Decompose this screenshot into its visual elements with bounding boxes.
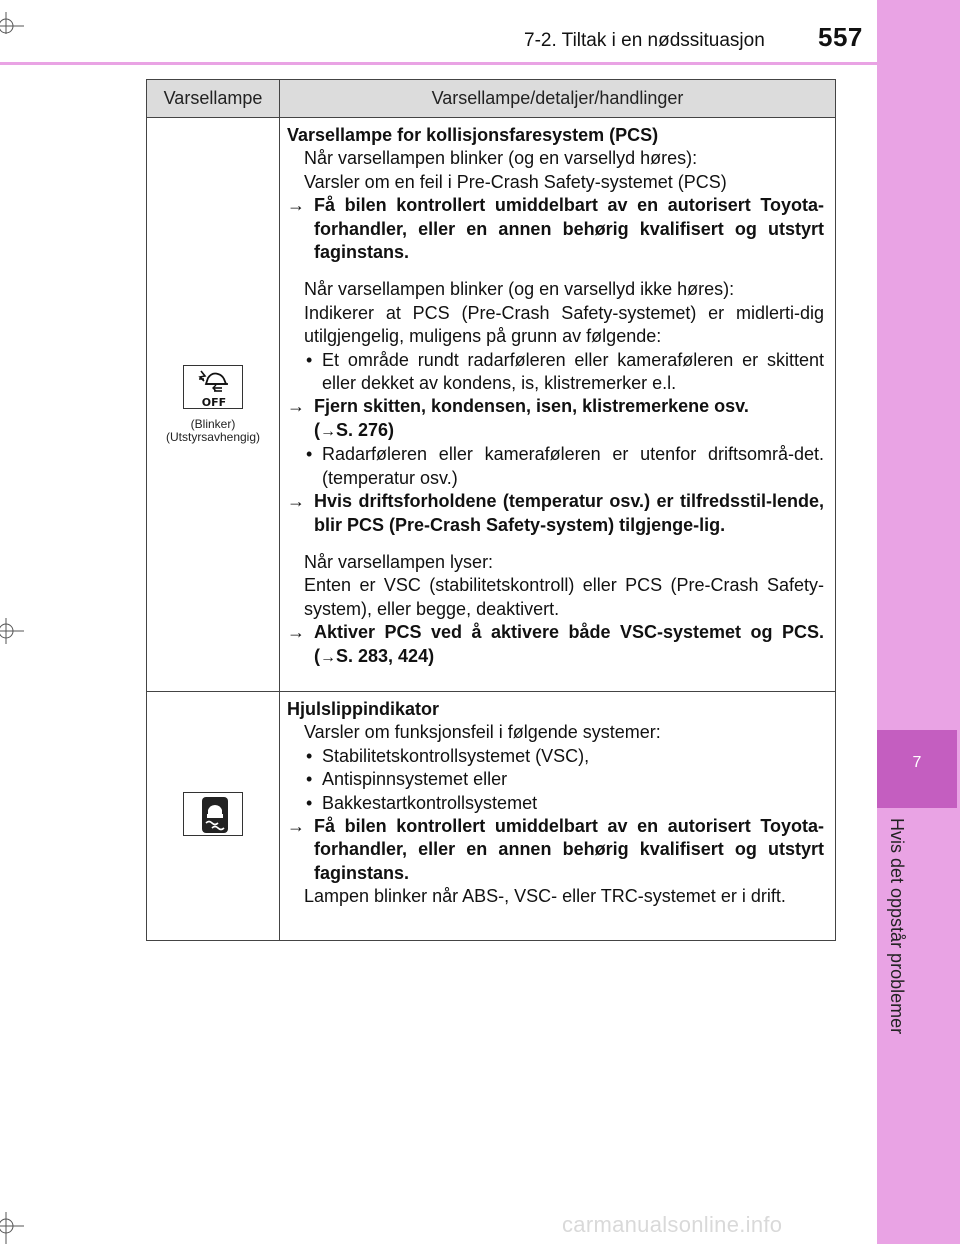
section-title: 7-2. Tiltak i en nødssituasjon — [524, 30, 765, 51]
icon-caption-equipment: (Utstyrsavhengig) — [165, 430, 261, 444]
page-ref-link[interactable]: S. 283, 424) — [336, 645, 435, 666]
slip-bullet-3: • Bakkestartkontrollsystemet — [287, 792, 824, 815]
bullet-icon: • — [306, 444, 313, 465]
lamp-cell-slip — [147, 692, 280, 941]
table-row-pcs — [147, 118, 836, 692]
bullet-icon: • — [306, 745, 313, 766]
column-header-lamp: Varsellampe — [147, 80, 280, 118]
pcs-case2-bullet-2: • Radarføleren eller kameraføleren er utenfor driftsområ-det. (temperatur osv.) — [306, 444, 824, 488]
page-header — [0, 0, 877, 64]
bullet-icon: • — [306, 792, 313, 813]
arrow-icon: → — [287, 491, 305, 512]
slip-title: Hjulslippindikator — [287, 699, 440, 719]
detail-cell-slip — [280, 692, 836, 941]
table-row-slip — [147, 692, 836, 941]
slip-bullet-2: • Antispinnsystemet eller — [287, 768, 824, 791]
arrow-icon: → — [287, 622, 305, 643]
page-ref-link[interactable]: S. 276) — [336, 419, 395, 440]
slip-action: → Få bilen kontrollert umiddelbart av en autorisert Toyota-forhandler, eller en annen behørig kvalifisert og utstyrt faginstans. — [287, 816, 824, 883]
arrow-icon: → — [320, 422, 336, 440]
page-number: 557 — [818, 22, 863, 52]
pcs-case2-action-2: → Hvis driftsforholdene (temperatur osv.) er tilfredsstil-lende, blir PCS (Pre-Crash Safety-system) tilgjenge-lig. — [287, 491, 824, 535]
arrow-icon: → — [287, 396, 305, 417]
chapter-tab[interactable] — [877, 730, 957, 808]
pcs-off-icon — [183, 365, 243, 409]
slip-bullet-1: • Stabilitetskontrollsystemet (VSC), — [287, 745, 824, 768]
chapter-title: Hvis det oppstår problemer — [887, 818, 907, 1035]
pcs-case1-action: → Få bilen kontrollert umiddelbart av en autorisert Toyota-forhandler, eller en annen behørig kvalifisert og utstyrt faginstans. — [287, 195, 824, 263]
arrow-icon: → — [320, 648, 336, 666]
table-header-row — [147, 80, 836, 118]
pcs-case3-action: → Aktiver PCS ved å aktivere både VSC-systemet og PCS. (→S. 283, 424) — [287, 622, 824, 666]
icon-caption-blinking: (Blinker) — [190, 417, 236, 431]
pcs-case2-condition: Når varsellampen blinker (og en varsellyd ikke høres): — [304, 279, 735, 300]
column-header-details: Varsellampe/detaljer/handlinger — [280, 80, 836, 118]
pcs-title: Varsellampe for kollisjonsfaresystem (PCS) — [287, 125, 659, 145]
slip-note: Lampen blinker når ABS-, VSC- eller TRC-systemet er i drift. — [304, 886, 786, 907]
slip-indicator-icon — [183, 792, 243, 836]
pcs-case3-condition: Når varsellampen lyser: — [304, 551, 494, 572]
pcs-case2-bullet-1: • Et område rundt radarføleren eller kameraføleren er skittent eller dekket av kondens, is, klistremerker e.l. — [306, 349, 824, 394]
pcs-case3-meaning: Enten er VSC (stabilitetskontroll) eller PCS (Pre-Crash Safety-system), eller begge, deaktivert. — [304, 575, 824, 619]
pcs-case1-meaning: Varsler om en feil i Pre-Crash Safety-systemet (PCS) — [304, 171, 727, 192]
crop-mark-mid-left — [0, 618, 26, 644]
pcs-off-label: OFF — [201, 396, 227, 409]
lamp-cell-pcs — [147, 118, 280, 692]
arrow-icon: → — [287, 816, 305, 837]
detail-cell-pcs — [280, 118, 836, 692]
chapter-number: 7 — [912, 754, 922, 771]
arrow-icon: → — [287, 195, 305, 216]
bullet-icon: • — [306, 349, 313, 370]
slip-meaning: Varsler om funksjonsfeil i følgende systemer: — [304, 722, 661, 743]
pcs-case2-meaning: Indikerer at PCS (Pre-Crash Safety-systemet) er midlerti-dig utilgjengelig, muligens på grunn av følgende: — [304, 302, 824, 347]
bullet-icon: • — [306, 769, 313, 790]
watermark: carmanualsonline.info — [562, 1212, 783, 1237]
warning-lamp-table — [146, 79, 836, 941]
pcs-case2-action-1: → Fjern skitten, kondensen, isen, klistremerkene osv. (→S. 276) — [287, 396, 749, 440]
header-rule — [0, 62, 877, 65]
pcs-case1-condition: Når varsellampen blinker (og en varsellyd høres): — [304, 148, 698, 169]
crop-mark-bottom-left — [0, 1212, 26, 1244]
